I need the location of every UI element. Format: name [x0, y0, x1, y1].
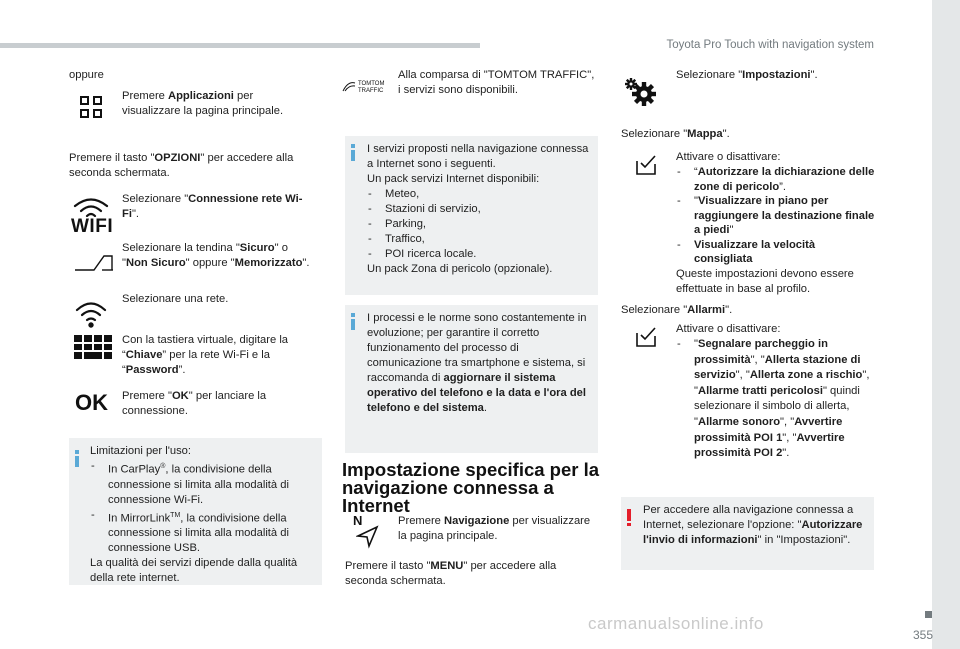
map-paragraph: Selezionare "Mappa". — [621, 128, 730, 140]
map-toggle-block — [676, 150, 876, 297]
list-item: - Stazioni di servizio, — [367, 202, 595, 217]
step-ok: Premere "OK" per lanciare la connessione. — [122, 390, 267, 417]
keyboard-icon — [74, 335, 112, 359]
step-tab: Selezionare la tendina "Sicuro" o "Non Sicuro" oppure "Memorizzato". — [122, 242, 310, 269]
list-item: - In MirrorLink™, la condivisione della connessione si limita alla modalità di connessione USB. — [90, 508, 319, 557]
list-item: - Traffico, — [367, 232, 595, 247]
header-title: Toyota Pro Touch with navigation system — [666, 39, 874, 51]
menu-paragraph: Premere il tasto "MENU" per accedere alla seconda schermata. — [345, 560, 557, 587]
process-text: I processi e le norme sono costantemente in evoluzione; per garantire il corretto funzionamento del processo di comunicazione tra smartphone e sistema, si raccomanda di aggiornare il sistema operativo del telefono e la data e l'ora del telefono e del sistema. — [367, 312, 587, 414]
alarm-paragraph: Selezionare "Allarmi". — [621, 304, 733, 316]
ok-icon: OK — [75, 390, 108, 415]
tomtom-traffic-icon — [342, 79, 394, 93]
watermark: carmanualsonline.info — [588, 614, 764, 633]
step-keyboard: Con la tastiera virtuale, digitare la “Chiave” per la rete Wi-Fi e la “Password”. — [122, 334, 289, 376]
limitations-box — [69, 438, 322, 585]
navigation-icon-label: N — [353, 513, 363, 528]
list-item: - Visualizzare la velocità consigliata — [676, 238, 876, 267]
list-item: - POI ricerca locale. — [367, 247, 595, 262]
step-wifi: Selezionare "Connessione rete Wi-Fi". — [122, 193, 303, 220]
list-item: - Parking, — [367, 217, 595, 232]
list-item: - "Visualizzare in piano per raggiungere la destinazione finale a piedi" — [676, 194, 876, 238]
info-icon — [75, 450, 79, 467]
tomtom-text: Alla comparsa di "TOMTOM TRAFFIC", i servizi sono disponibili. — [398, 69, 595, 96]
page-number: 355 — [912, 628, 933, 642]
checkbox-icon — [635, 326, 657, 348]
map-toggle-title: Attivare o disattivare: — [676, 151, 781, 163]
settings-gear-icon — [624, 77, 660, 107]
tab-selector-icon — [74, 253, 114, 273]
options-paragraph: Premere il tasto "OPZIONI" per accedere alla seconda schermata. — [69, 152, 294, 179]
services-footer: Un pack Zona di pericolo (opzionale). — [367, 263, 553, 275]
list-item: - In CarPlay®, la condivisione della connessione si limita alla modalità di connessione Wi-Fi. — [90, 459, 319, 508]
list-item: - “Autorizzare la dichiarazione delle zone di pericolo”. — [676, 165, 876, 194]
info-icon — [351, 144, 355, 161]
header-rule — [0, 43, 480, 48]
info-icon — [351, 313, 355, 330]
warning-box — [621, 497, 874, 570]
step-navigation: Premere Navigazione per visualizzare la pagina principale. — [398, 515, 591, 542]
wifi-icon — [71, 197, 111, 217]
select-network-text: Selezionare una rete. — [122, 293, 229, 305]
svg-text:TOMTOM: TOMTOM — [358, 81, 385, 87]
map-toggle-footer: Queste impostazioni devono essere effettuate in base al profilo. — [676, 267, 854, 295]
section-title: Impostazione specifica per la navigazione connessa a Internet — [342, 459, 600, 516]
process-box — [345, 305, 598, 453]
page-marker — [925, 611, 932, 618]
oppure-text: oppure — [69, 69, 104, 81]
list-item: - "Segnalare parcheggio in prossimità", "Allerta stazione di servizio", "Allerta zone a rischio", "Allarme tratti pericolosi" quindi selezionare il simbolo di allerta, "Allarme sonoro", "Avvertire prossimità POI 1", "Avvertire prossimità POI 2". — [676, 337, 876, 462]
services-box — [345, 136, 598, 295]
wifi-signal-icon — [74, 300, 108, 328]
alarm-toggle-title: Attivare o disattivare: — [676, 323, 781, 335]
limitations-title: Limitazioni per l'uso: — [90, 445, 192, 457]
wifi-icon-label: WIFI — [71, 216, 114, 237]
step-settings: Selezionare "Impostazioni". — [676, 69, 818, 81]
limitations-footer: La qualità dei servizi dipende dalla qualità della rete internet. — [90, 557, 298, 585]
svg-text:TRAFFIC: TRAFFIC — [358, 88, 384, 93]
services-intro: I servizi proposti nella navigazione connessa a Internet sono i seguenti. — [367, 143, 589, 170]
warning-text: Per accedere alla navigazione connessa a Internet, selezionare l'opzione: "Autorizzare l'invio di informazioni" in "Impostazioni". — [643, 504, 863, 546]
warning-icon — [627, 509, 631, 526]
alarm-toggle-block — [676, 322, 876, 462]
side-band — [932, 0, 960, 649]
apps-grid-icon — [80, 96, 102, 118]
checkbox-icon — [635, 154, 657, 176]
services-pack-title: Un pack servizi Internet disponibili: — [367, 173, 540, 185]
list-item: - Meteo, — [367, 187, 595, 202]
step-apps: Premere Applicazioni per visualizzare la pagina principale. — [122, 90, 284, 117]
